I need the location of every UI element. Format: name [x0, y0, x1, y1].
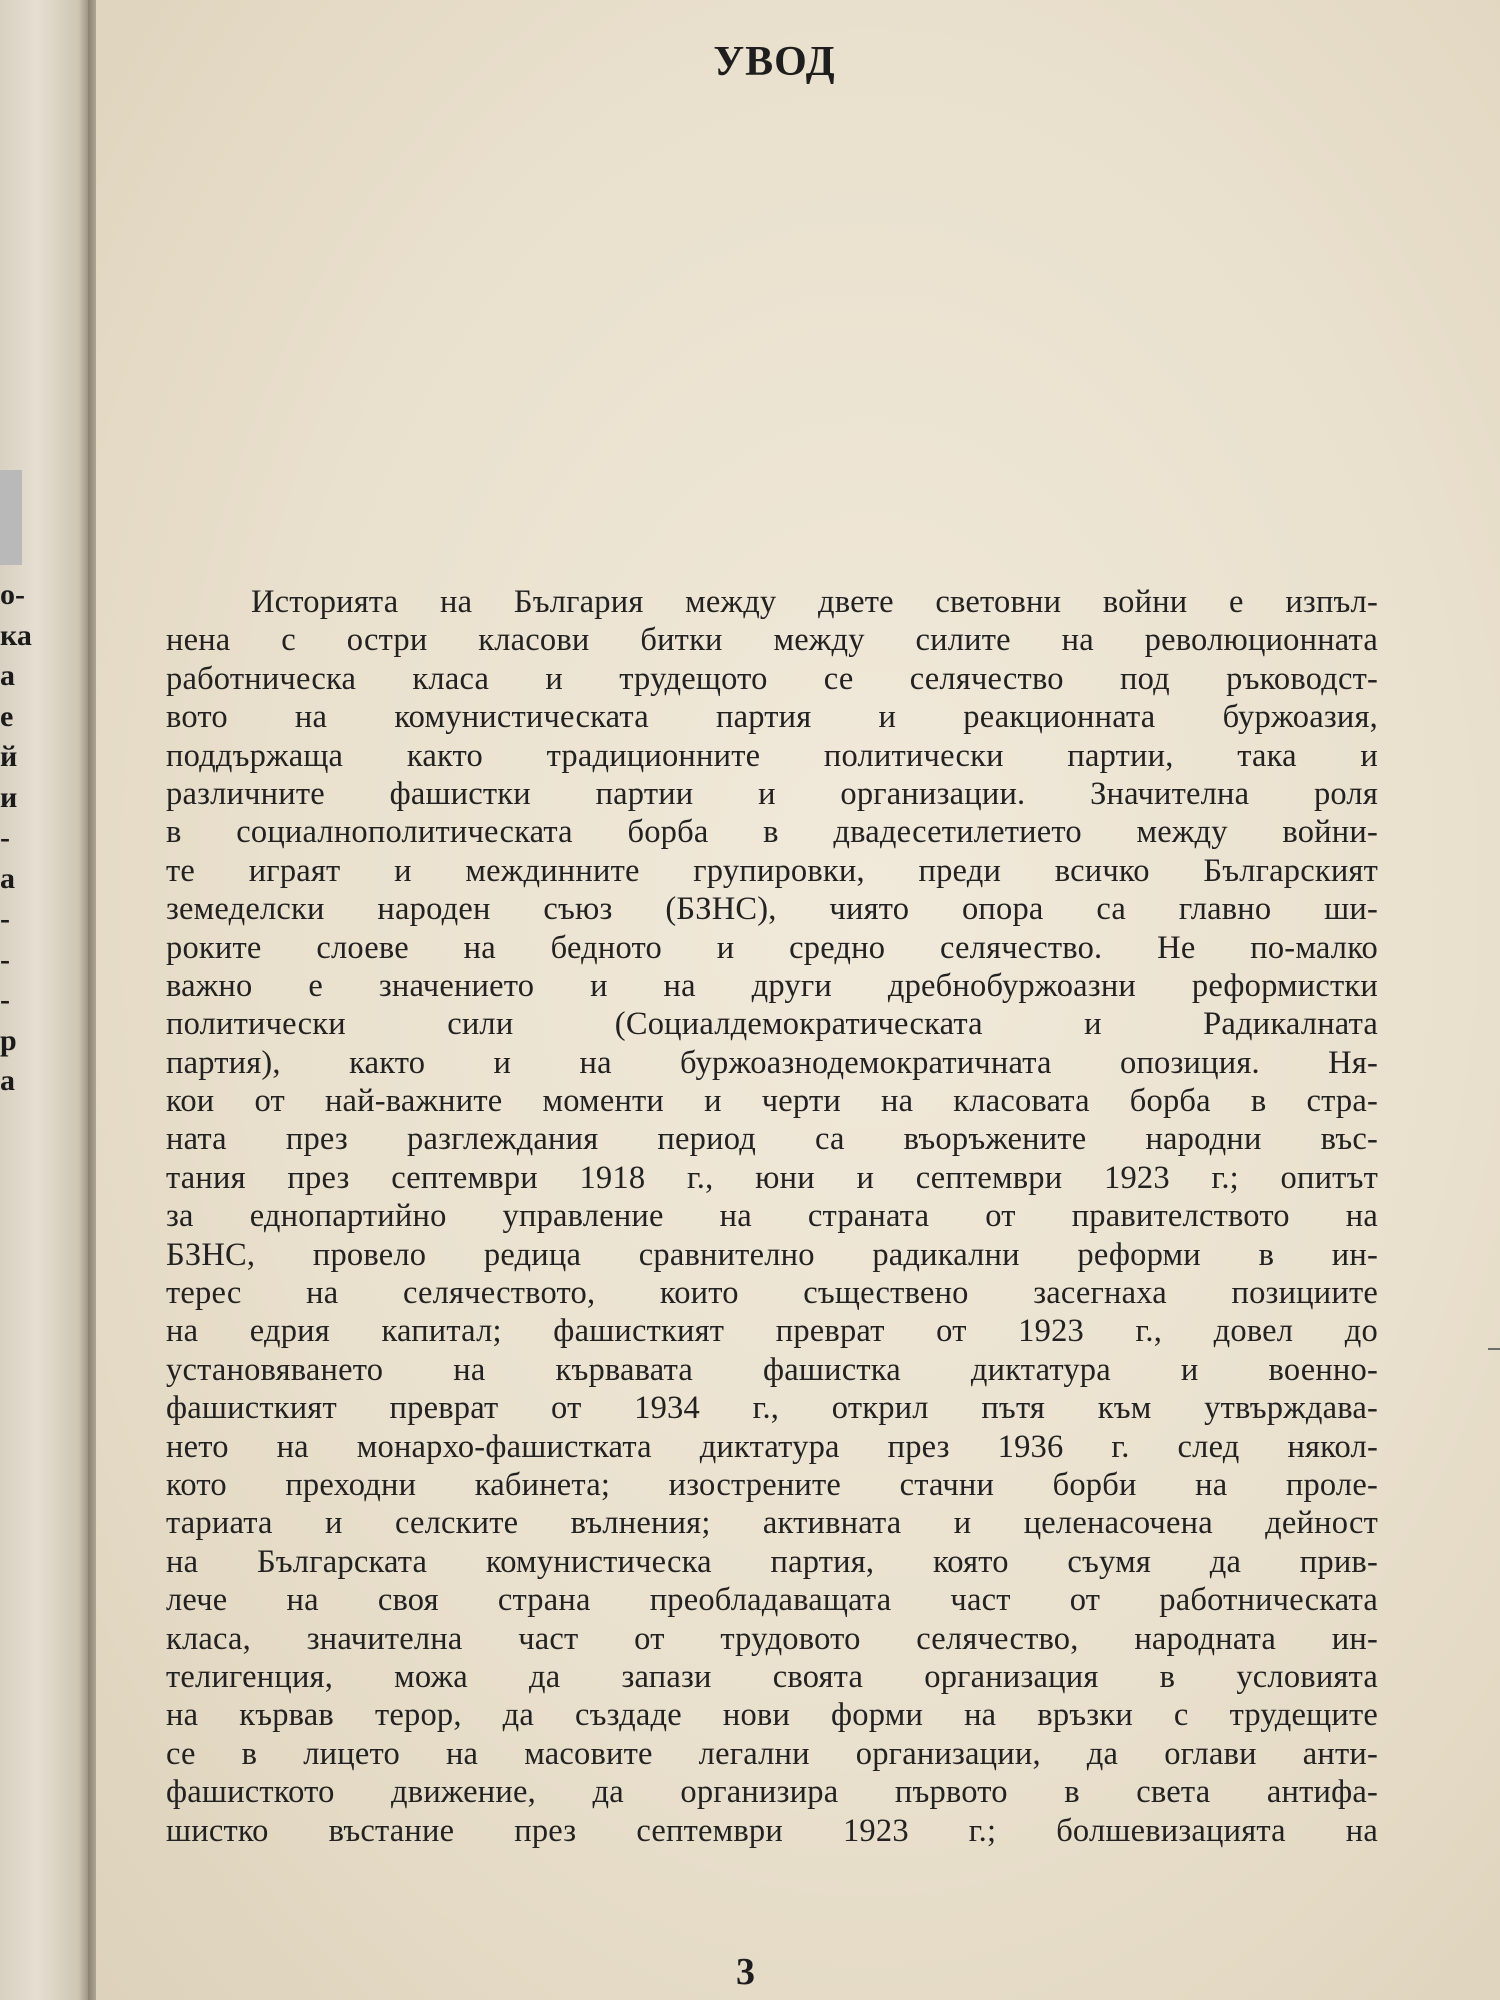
- left-fragment-line: й: [0, 740, 18, 773]
- chapter-title: УВОД: [713, 39, 836, 85]
- text-line: нето на монархо-фашистката диктатура през 1936 г. след някол-: [166, 1428, 1378, 1465]
- left-fragment-line: а: [0, 659, 15, 692]
- text-line: важно е значението и на други дребнобуржоазни реформистки: [166, 967, 1378, 1004]
- book-page: [96, 0, 1500, 2000]
- text-line: кото преходни кабинета; изострените стачни борби на проле-: [166, 1466, 1378, 1503]
- text-line: шистко въстание през септември 1923 г.; болшевизацията на: [166, 1812, 1378, 1849]
- text-line: ната през разглеждания период са въоръжените народни въс-: [166, 1121, 1378, 1158]
- left-page-edge: [0, 0, 92, 2000]
- text-line: земеделски народен съюз (БЗНС), чиято опора са главно ши-: [166, 891, 1378, 928]
- text-line: класа, значителна част от трудовото селячество, народната ин-: [166, 1620, 1378, 1657]
- left-fragment-line: -: [0, 942, 10, 976]
- text-line: партия), както и на буржоазнодемократичната опозиция. Ня-: [166, 1044, 1378, 1081]
- left-fragment-line: -: [0, 902, 10, 935]
- text-line: кои от най-важните моменти и черти на класовата борба в стра-: [166, 1083, 1378, 1120]
- text-line: поддържаща както традиционните политически партии, така и: [166, 737, 1378, 774]
- text-line: в социалнополитическата борба в двадесетилетието между войни-: [166, 814, 1378, 851]
- text-line: тариата и селските вълнения; активната и целенасочена дейност: [166, 1505, 1378, 1542]
- text-line: установяването на кървавата фашистка диктатура и военно-: [166, 1351, 1378, 1388]
- text-line: различните фашистки партии и организации. Значителна роля: [166, 775, 1378, 812]
- left-fragment-line: о-: [0, 578, 25, 611]
- text-line: тания през септември 1918 г., юни и септември 1923 г.; опитът: [166, 1159, 1378, 1196]
- left-fragment-line: -: [0, 821, 10, 854]
- left-fragment-line: ка: [0, 618, 32, 652]
- text-line: за еднопартийно управление на страната от правителството на: [166, 1198, 1378, 1235]
- left-fragment-line: а: [0, 1064, 15, 1097]
- left-page-gray-strip: [0, 470, 22, 565]
- left-fragment-line: -: [0, 983, 10, 1016]
- text-line: нена с остри класови битки между силите на революционната: [166, 622, 1378, 659]
- text-line: вото на комунистическата партия и реакционната буржоазия,: [166, 699, 1378, 736]
- text-line: се в лицето на масовите легални организации, да оглави анти-: [166, 1735, 1378, 1772]
- left-fragment-line: р: [0, 1023, 17, 1057]
- text-line: на Българската комунистическа партия, която съумя да прив-: [166, 1543, 1378, 1580]
- text-line: фашисткото движение, да организира първото в света антифа-: [166, 1774, 1378, 1811]
- text-line: фашисткият преврат от 1934 г., открил пътя към утвърждава-: [166, 1390, 1378, 1427]
- text-line: лече на своя страна преобладаващата част от работническата: [166, 1582, 1378, 1619]
- text-line: политически сили (Социалдемократическата и Радикалната: [166, 1006, 1378, 1043]
- text-line: роките слоеве на бедното и средно селячество. Не по-малко: [166, 929, 1378, 966]
- text-line: БЗНС, провело редица сравнително радикални реформи в ин-: [166, 1236, 1378, 1273]
- body-paragraph: [166, 583, 1378, 1850]
- text-line: на едрия капитал; фашисткият преврат от 1923 г., довел до: [166, 1313, 1378, 1350]
- text-line: терес на селячеството, които съществено засегнаха позициите: [166, 1275, 1378, 1312]
- left-fragment-line: е: [0, 699, 14, 733]
- left-fragment-line: а: [0, 861, 15, 895]
- text-line: на кървав терор, да създаде нови форми на връзки с трудещите: [166, 1697, 1378, 1734]
- text-line: те играят и междинните групировки, преди всичко Българският: [166, 852, 1378, 889]
- text-line: работническа класа и трудещото се селячество под ръководст-: [166, 660, 1378, 697]
- left-page-text-fragment: [0, 575, 30, 1102]
- left-fragment-line: и: [0, 780, 18, 814]
- text-line: Историята на България между двете световни войни е изпъл-: [251, 584, 1378, 620]
- page-number: 3: [736, 1951, 755, 1993]
- page-edge-mark: [1488, 1348, 1500, 1350]
- text-line: телигенция, можа да запази своята организация в условията: [166, 1658, 1378, 1695]
